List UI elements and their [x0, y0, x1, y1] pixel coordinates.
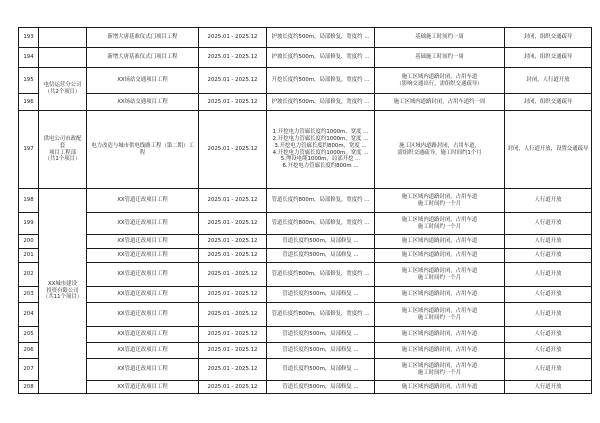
- impact: 施工区域内道路封闭，占用车道 施工时间约一个月: [375, 263, 505, 287]
- project-name: XX管道迁改项目工程: [87, 343, 199, 359]
- table-row: [19, 68, 592, 94]
- measure: 封闭，组织交通疏导: [505, 28, 592, 48]
- measure: 人行道开放: [505, 343, 592, 359]
- measure: 人行道开放: [505, 287, 592, 303]
- row-number: 207: [19, 359, 39, 381]
- row-number: 193: [19, 28, 39, 48]
- table-row: [19, 189, 592, 213]
- row-number: 202: [19, 263, 39, 287]
- row-number: 194: [19, 48, 39, 68]
- project-name: XX管道迁改项目工程: [87, 263, 199, 287]
- content: 护坡长度约500m，局部修复，宽度约 ...: [267, 28, 375, 48]
- row-number: 200: [19, 235, 39, 249]
- table-row: [19, 235, 592, 249]
- project-name: XX管道迁改项目工程: [87, 381, 199, 394]
- project-name: XX管道迁改项目工程: [87, 303, 199, 327]
- impact: 施工区域内道路封闭，占用车道: [375, 381, 505, 394]
- project-name: XX管道迁改项目工程: [87, 249, 199, 263]
- content: 管道长度约800m，局部修复，宽度约 ...: [267, 213, 375, 235]
- period: 2025.01 - 2025.12: [199, 327, 267, 343]
- project-name: XX管道迁改项目工程: [87, 235, 199, 249]
- period: 2025.01 - 2025.12: [199, 94, 267, 111]
- impact: 施工区域内道路封闭，占用车道 施工时间约一个月: [375, 359, 505, 381]
- measure: 人行道开放: [505, 381, 592, 394]
- unit-name: 电信运营分公司 （共2个项目）: [39, 68, 87, 111]
- project-name: XX管道迁改项目工程: [87, 359, 199, 381]
- unit-cell: [39, 48, 87, 68]
- period: 2025.01 - 2025.12: [199, 28, 267, 48]
- period: 2025.01 - 2025.12: [199, 287, 267, 303]
- project-name: XX管道迁改项目工程: [87, 189, 199, 213]
- content: 管道长度约800m，局部修复，宽度约 ...: [267, 189, 375, 213]
- table-row: [19, 343, 592, 359]
- row-number: 195: [19, 68, 39, 94]
- table-row: [19, 287, 592, 303]
- content: 管道长度约500m，局部修复 ...: [267, 359, 375, 381]
- impact: 施工区域内道路封闭，占用车道 施工时间约一个月: [375, 303, 505, 327]
- impact: 基础施工时间约一周: [375, 28, 505, 48]
- content: 管道长度约500m，局部修复 ...: [267, 287, 375, 303]
- impact: 施工区域内道路封闭，占用车道 施工时间约一个月: [375, 189, 505, 213]
- row-number: 197: [19, 111, 39, 189]
- impact: 施工区域内道路封闭，占用车道， 需组织交通疏导，施工时间约1个月: [375, 111, 505, 189]
- project-name: 新增大唐基准仪式门项目工程: [87, 48, 199, 68]
- row-number: 205: [19, 327, 39, 343]
- unit-cell: [39, 28, 87, 48]
- table-row: [19, 381, 592, 394]
- content: 管道长度约800m，局部修复，宽度约 ...: [267, 303, 375, 327]
- period: 2025.01 - 2025.12: [199, 303, 267, 327]
- measure: 人行道开放: [505, 189, 592, 213]
- unit-name: 供电公司市政配套 项目工程部 （共1个项目）: [39, 111, 87, 189]
- table-row: [19, 359, 592, 381]
- project-name: 电力改造与城市供电线路工程（第二期）工程: [87, 111, 199, 189]
- measure: 封闭，人行道开放: [505, 68, 592, 94]
- table-row: [19, 263, 592, 287]
- row-number: 203: [19, 287, 39, 303]
- content: 管道长度约500m，局部修复 ...: [267, 381, 375, 394]
- measure: 封闭，组织交通疏导: [505, 94, 592, 111]
- table-row: [19, 111, 592, 189]
- measure: 人行道开放: [505, 263, 592, 287]
- content: 管道长度约500m，局部修复 ...: [267, 327, 375, 343]
- impact: 基础施工时间约一周: [375, 48, 505, 68]
- row-number: 196: [19, 94, 39, 111]
- table-row: [19, 213, 592, 235]
- row-number: 198: [19, 189, 39, 213]
- impact: 施工区域内道路封闭，占用车道: [375, 327, 505, 343]
- table-row: [19, 249, 592, 263]
- measure: 人行道开放: [505, 249, 592, 263]
- impact: 施工区域内道路封闭，占用车道约一周: [375, 94, 505, 111]
- row-number: 199: [19, 213, 39, 235]
- project-name: XX管道迁改项目工程: [87, 287, 199, 303]
- content: 护坡长度约500m，局部修复，宽度约 ...: [267, 94, 375, 111]
- content: 护坡长度约500m，局部修复，宽度约 ...: [267, 48, 375, 68]
- measure: 封闭，人行道开放，设置交通疏导: [505, 111, 592, 189]
- period: 2025.01 - 2025.12: [199, 213, 267, 235]
- table-row: [19, 94, 592, 111]
- content: 管道长度约800m，局部修复，宽度约 ...: [267, 263, 375, 287]
- table-row: [19, 48, 592, 68]
- period: 2025.01 - 2025.12: [199, 68, 267, 94]
- content: 1.开挖电力管廊长度约1000m，宽度 ... 2.开挖电力管廊长度约1000m，宽度 ... 3.开挖电力管廊长度约800m，宽度 ... 4.开挖电力管廊长度约1000m，宽度 ... 5.埋设电缆1000m，局部开挖 ... 6.开挖电力管廊长度约800m ...: [267, 111, 375, 189]
- impact: 施工区域内道路封闭，占用车道: [375, 343, 505, 359]
- project-name: XX场站交通项目工程: [87, 68, 199, 94]
- content: 管道长度约500m，局部修复 ...: [267, 235, 375, 249]
- project-name: XX管道迁改项目工程: [87, 213, 199, 235]
- period: 2025.01 - 2025.12: [199, 381, 267, 394]
- content: 开挖长度约500m，局部修复，宽度约 ...: [267, 68, 375, 94]
- measure: 人行道开放: [505, 359, 592, 381]
- row-number: 208: [19, 381, 39, 394]
- project-name: XX管道迁改项目工程: [87, 327, 199, 343]
- period: 2025.01 - 2025.12: [199, 359, 267, 381]
- measure: 封闭，组织交通疏导: [505, 48, 592, 68]
- period: 2025.01 - 2025.12: [199, 263, 267, 287]
- period: 2025.01 - 2025.12: [199, 189, 267, 213]
- impact: 施工区域内道路封闭，占用车道: [375, 249, 505, 263]
- period: 2025.01 - 2025.12: [199, 111, 267, 189]
- measure: 人行道开放: [505, 303, 592, 327]
- table-row: [19, 28, 592, 48]
- project-name: 新增大唐基准仪式门项目工程: [87, 28, 199, 48]
- impact: 施工区域内道路封闭，占用车道 （影响交通出行，需组织交通疏导）: [375, 68, 505, 94]
- impact: 施工区域内道路封闭，占用车道: [375, 235, 505, 249]
- row-number: 201: [19, 249, 39, 263]
- period: 2025.01 - 2025.12: [199, 343, 267, 359]
- period: 2025.01 - 2025.12: [199, 235, 267, 249]
- content: 管道长度约500m，局部修复 ...: [267, 249, 375, 263]
- period: 2025.01 - 2025.12: [199, 249, 267, 263]
- unit-name: XX城市建设 投资有限公司 （共11个项目）: [39, 189, 87, 394]
- measure: 人行道开放: [505, 235, 592, 249]
- table-row: [19, 327, 592, 343]
- project-name: XX场站交通项目工程: [87, 94, 199, 111]
- content: 管道长度约500m，局部修复 ...: [267, 343, 375, 359]
- impact: 施工区域内道路封闭，占用车道: [375, 287, 505, 303]
- measure: 人行道开放: [505, 327, 592, 343]
- project-table: [18, 27, 592, 394]
- table-row: [19, 303, 592, 327]
- row-number: 204: [19, 303, 39, 327]
- period: 2025.01 - 2025.12: [199, 48, 267, 68]
- impact: 施工区域内道路封闭，占用车道 施工时间约一个月: [375, 213, 505, 235]
- measure: 人行道开放: [505, 213, 592, 235]
- row-number: 206: [19, 343, 39, 359]
